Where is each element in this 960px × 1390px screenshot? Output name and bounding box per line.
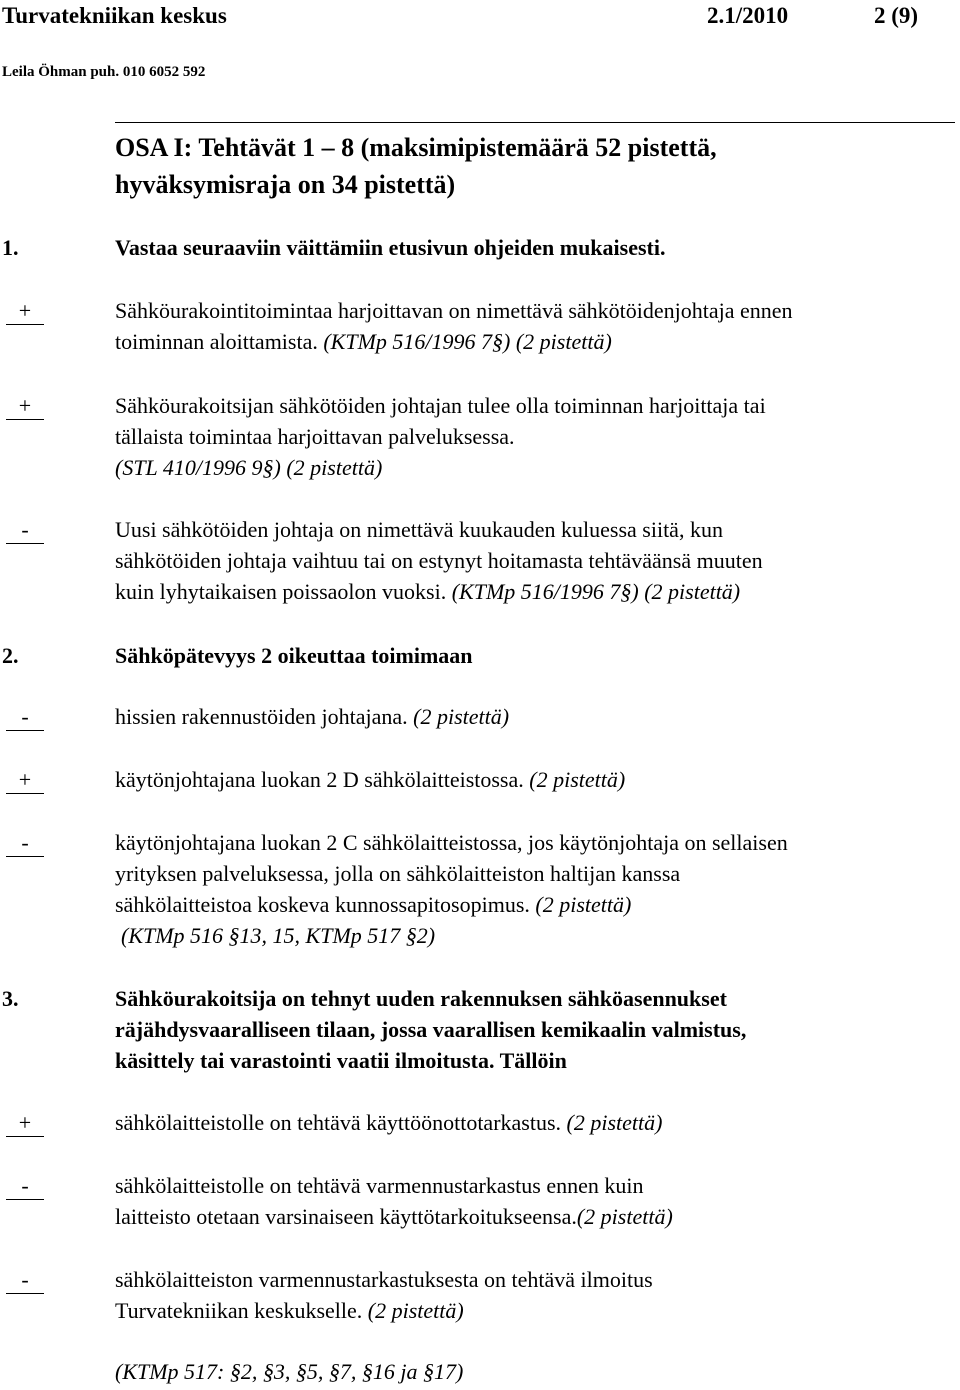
answer-mark: - [6,701,44,732]
question-2-text: Sähköpätevyys 2 oikeuttaa toimimaan [115,643,473,668]
answer-mark: + [6,390,44,421]
answer-reference-law: (KTMp 516 §13, 15, KTMp 517 §2) [121,923,436,948]
question-2-number: 2. [2,643,19,668]
question-3-law-reference: (KTMp 517: §2, §3, §5, §7, §16 ja §17) [115,1359,464,1384]
answer-reference: (KTMp 516/1996 7§) (2 pistettä) [446,579,741,604]
section-title-line2: hyväksymisraja on 34 pistettä) [115,170,456,199]
answer-mark: - [6,1170,44,1201]
answer-reference: (2 pistettä) [407,704,510,729]
answer-reference: (2 pistettä) [561,1110,663,1135]
answer-reference: (2 pistettä) [523,767,626,792]
answer-mark: + [6,295,44,326]
answer-statement: käytönjohtajana luokan 2 C sähkölaitteistossa, jos käytönjohtaja on sellaisen yrityksen palveluksessa, jolla on sähkölaitteiston haltijan kanssa sähkölaitteistoa koskeva kunnossapitosopimus. (2 pistettä) (KTMp 516 §13, 15, KTMp 517 §2) [115,827,788,951]
question-3-text: Sähköurakoitsija on tehnyt uuden rakennuksen sähköasennukset räjähdysvaaralliseen tilaan, jossa vaarallisen kemikaalin valmistus, käsittely tai varastointi vaatii ilmoitusta. Tällöin [115,986,747,1073]
header-contact: Leila Öhman puh. 010 6052 592 [2,64,206,80]
answer-mark: - [6,827,44,858]
answer-statement: käytönjohtajana luokan 2 D sähkölaitteistossa. (2 pistettä) [115,767,626,792]
answer-mark: + [6,1107,44,1138]
answer-statement: Sähköurakoitsijan sähkötöiden johtajan tulee olla toiminnan harjoittaja tai tällaista toimintaa harjoittavan palveluksessa. (STL 410/1996 9§) (2 pistettä) [115,390,766,483]
answer-statement: sähkölaitteiston varmennustarkastuksesta on tehtävä ilmoitus Turvatekniikan keskukselle. (2 pistettä) [115,1267,653,1323]
answer-mark: - [6,1264,44,1295]
answer-statement: Uusi sähkötöiden johtaja on nimettävä kuukauden kuluessa siitä, kun sähkötöiden johtaja vaihtuu tai on estynyt hoitamasta tehtäväänsä muuten kuin lyhytaikaisen poissaolon vuoksi. (KTMp 516/1996 7§) (2 pistettä) [115,517,763,604]
answer-mark: - [6,514,44,545]
question-1-number: 1. [2,235,19,260]
question-1-text: Vastaa seuraaviin väittämiin etusivun ohjeiden mukaisesti. [115,235,666,260]
header-rule [115,122,955,123]
header-page: 2 (9) [874,3,919,28]
answer-statement: sähkölaitteistolle on tehtävä varmennustarkastus ennen kuin laitteisto otetaan varsinaiseen käyttötarkoitukseensa.(2 pistettä) [115,1173,673,1229]
answer-reference: (STL 410/1996 9§) (2 pistettä) [115,455,383,480]
answer-statement: hissien rakennustöiden johtajana. (2 pistettä) [115,704,510,729]
answer-mark: + [6,764,44,795]
answer-reference: (2 pistettä) [362,1298,464,1323]
header-org: Turvatekniikan keskus [2,3,227,28]
answer-reference: (2 pistettä) [576,1204,673,1229]
question-3-number: 3. [2,986,19,1011]
answer-reference: (2 pistettä) [529,892,632,917]
answer-statement: sähkölaitteistolle on tehtävä käyttöönottotarkastus. (2 pistettä) [115,1110,663,1135]
section-title-line1: OSA I: Tehtävät 1 – 8 (maksimipistemäärä 52 pistettä, [115,133,717,162]
header-version: 2.1/2010 [707,3,789,28]
answer-reference: (KTMp 516/1996 7§) (2 pistettä) [317,329,612,354]
answer-statement: Sähköurakointitoimintaa harjoittavan on nimettävä sähkötöidenjohtaja ennen toiminnan aloittamista. (KTMp 516/1996 7§) (2 pistettä) [115,298,793,354]
